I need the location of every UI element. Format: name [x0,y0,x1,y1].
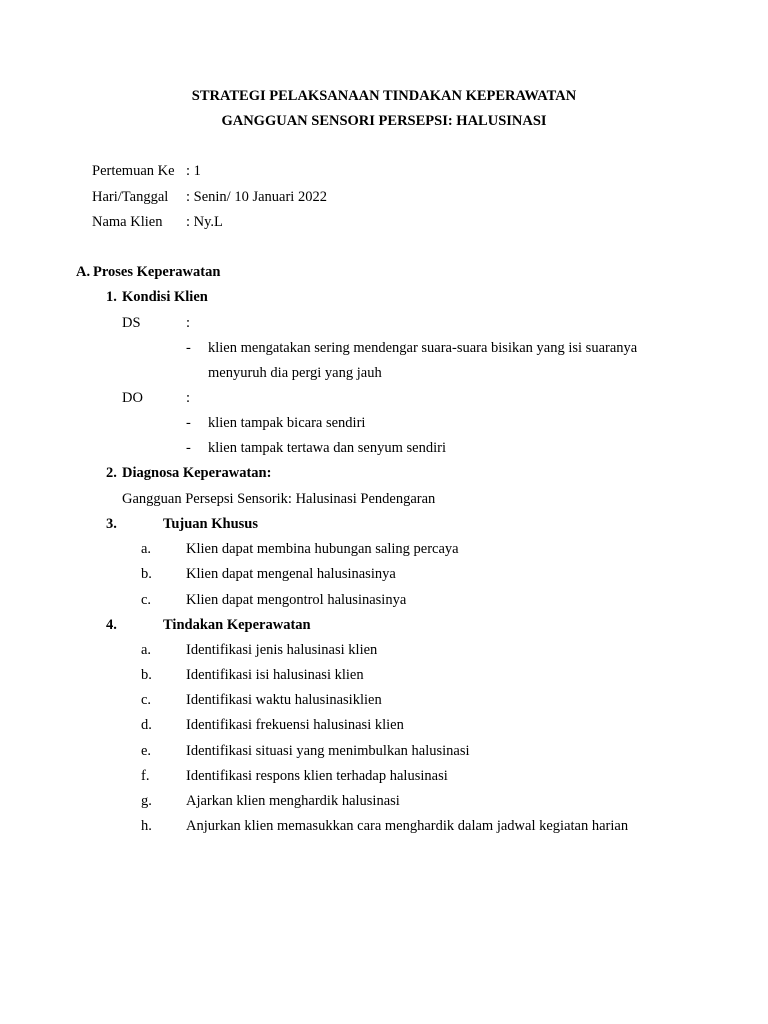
diagnosa-title: Diagnosa Keperawatan: [122,465,272,481]
tindakan-item-marker: b. [141,667,152,683]
tindakan-title: Tindakan Keperawatan [163,617,311,633]
nama-klien-label: Nama Klien [92,214,163,230]
diagnosa-number: 2. [106,465,117,481]
hari-tanggal-label: Hari/Tanggal [92,189,169,205]
tujuan-item-text: Klien dapat mengenal halusinasinya [186,566,396,582]
tindakan-item-marker: c. [141,692,152,708]
tujuan-number: 3. [106,516,117,532]
section-a-title: Proses Keperawatan [93,264,221,280]
do-item-dash: - [186,415,191,431]
tindakan-item-marker: g. [141,793,152,809]
tujuan-item-marker: a. [141,541,152,557]
kondisi-number: 1. [106,289,117,305]
tindakan-item-text: Ajarkan klien menghardik halusinasi [186,793,400,809]
tindakan-item-text: Anjurkan klien memasukkan cara menghardik dalam jadwal kegiatan harian [186,818,629,834]
tindakan-item-text: Identifikasi waktu halusinasiklien [186,692,382,708]
tindakan-item-marker: h. [141,818,152,834]
tujuan-item-text: Klien dapat membina hubungan saling percaya [186,541,459,557]
hari-tanggal-value: : Senin/ 10 Januari 2022 [186,189,327,205]
ds-colon: : [186,315,191,331]
do-label: DO [122,390,143,406]
kondisi-title: Kondisi Klien [122,289,208,305]
tindakan-item-text: Identifikasi respons klien terhadap halusinasi [186,768,448,784]
tujuan-item-marker: c. [141,592,152,608]
tindakan-item-text: Identifikasi jenis halusinasi klien [186,642,378,658]
section-a-marker: A. [76,264,91,280]
ds-label: DS [122,315,141,331]
tindakan-item-text: Identifikasi frekuensi halusinasi klien [186,717,404,733]
ds-item-line-1: klien mengatakan sering mendengar suara-suara bisikan yang isi suaranya [208,340,638,356]
do-item-dash: - [186,440,191,456]
tindakan-item-marker: f. [141,768,150,784]
tindakan-item-marker: e. [141,743,152,759]
pertemuan-label: Pertemuan Ke [92,163,175,179]
diagnosa-text: Gangguan Persepsi Sensorik: Halusinasi Pendengaran [122,491,436,507]
do-item-text: klien tampak bicara sendiri [208,415,366,431]
tindakan-item-marker: a. [141,642,152,658]
do-item-text: klien tampak tertawa dan senyum sendiri [208,440,446,456]
ds-item-line-2: menyuruh dia pergi yang jauh [208,365,382,381]
tujuan-item-marker: b. [141,566,152,582]
document-title-line-1: STRATEGI PELAKSANAAN TINDAKAN KEPERAWATAN [191,88,577,104]
tindakan-item-marker: d. [141,717,152,733]
tujuan-item-text: Klien dapat mengontrol halusinasinya [186,592,407,608]
do-colon: : [186,390,191,406]
document-title-line-2: GANGGUAN SENSORI PERSEPSI: HALUSINASI [221,113,547,129]
tindakan-item-text: Identifikasi situasi yang menimbulkan halusinasi [186,743,470,759]
ds-item-dash: - [186,340,191,356]
nama-klien-value: : Ny.L [186,214,223,230]
tindakan-number: 4. [106,617,117,633]
tindakan-item-text: Identifikasi isi halusinasi klien [186,667,364,683]
pertemuan-value: : 1 [186,163,201,179]
tujuan-title: Tujuan Khusus [163,516,258,532]
